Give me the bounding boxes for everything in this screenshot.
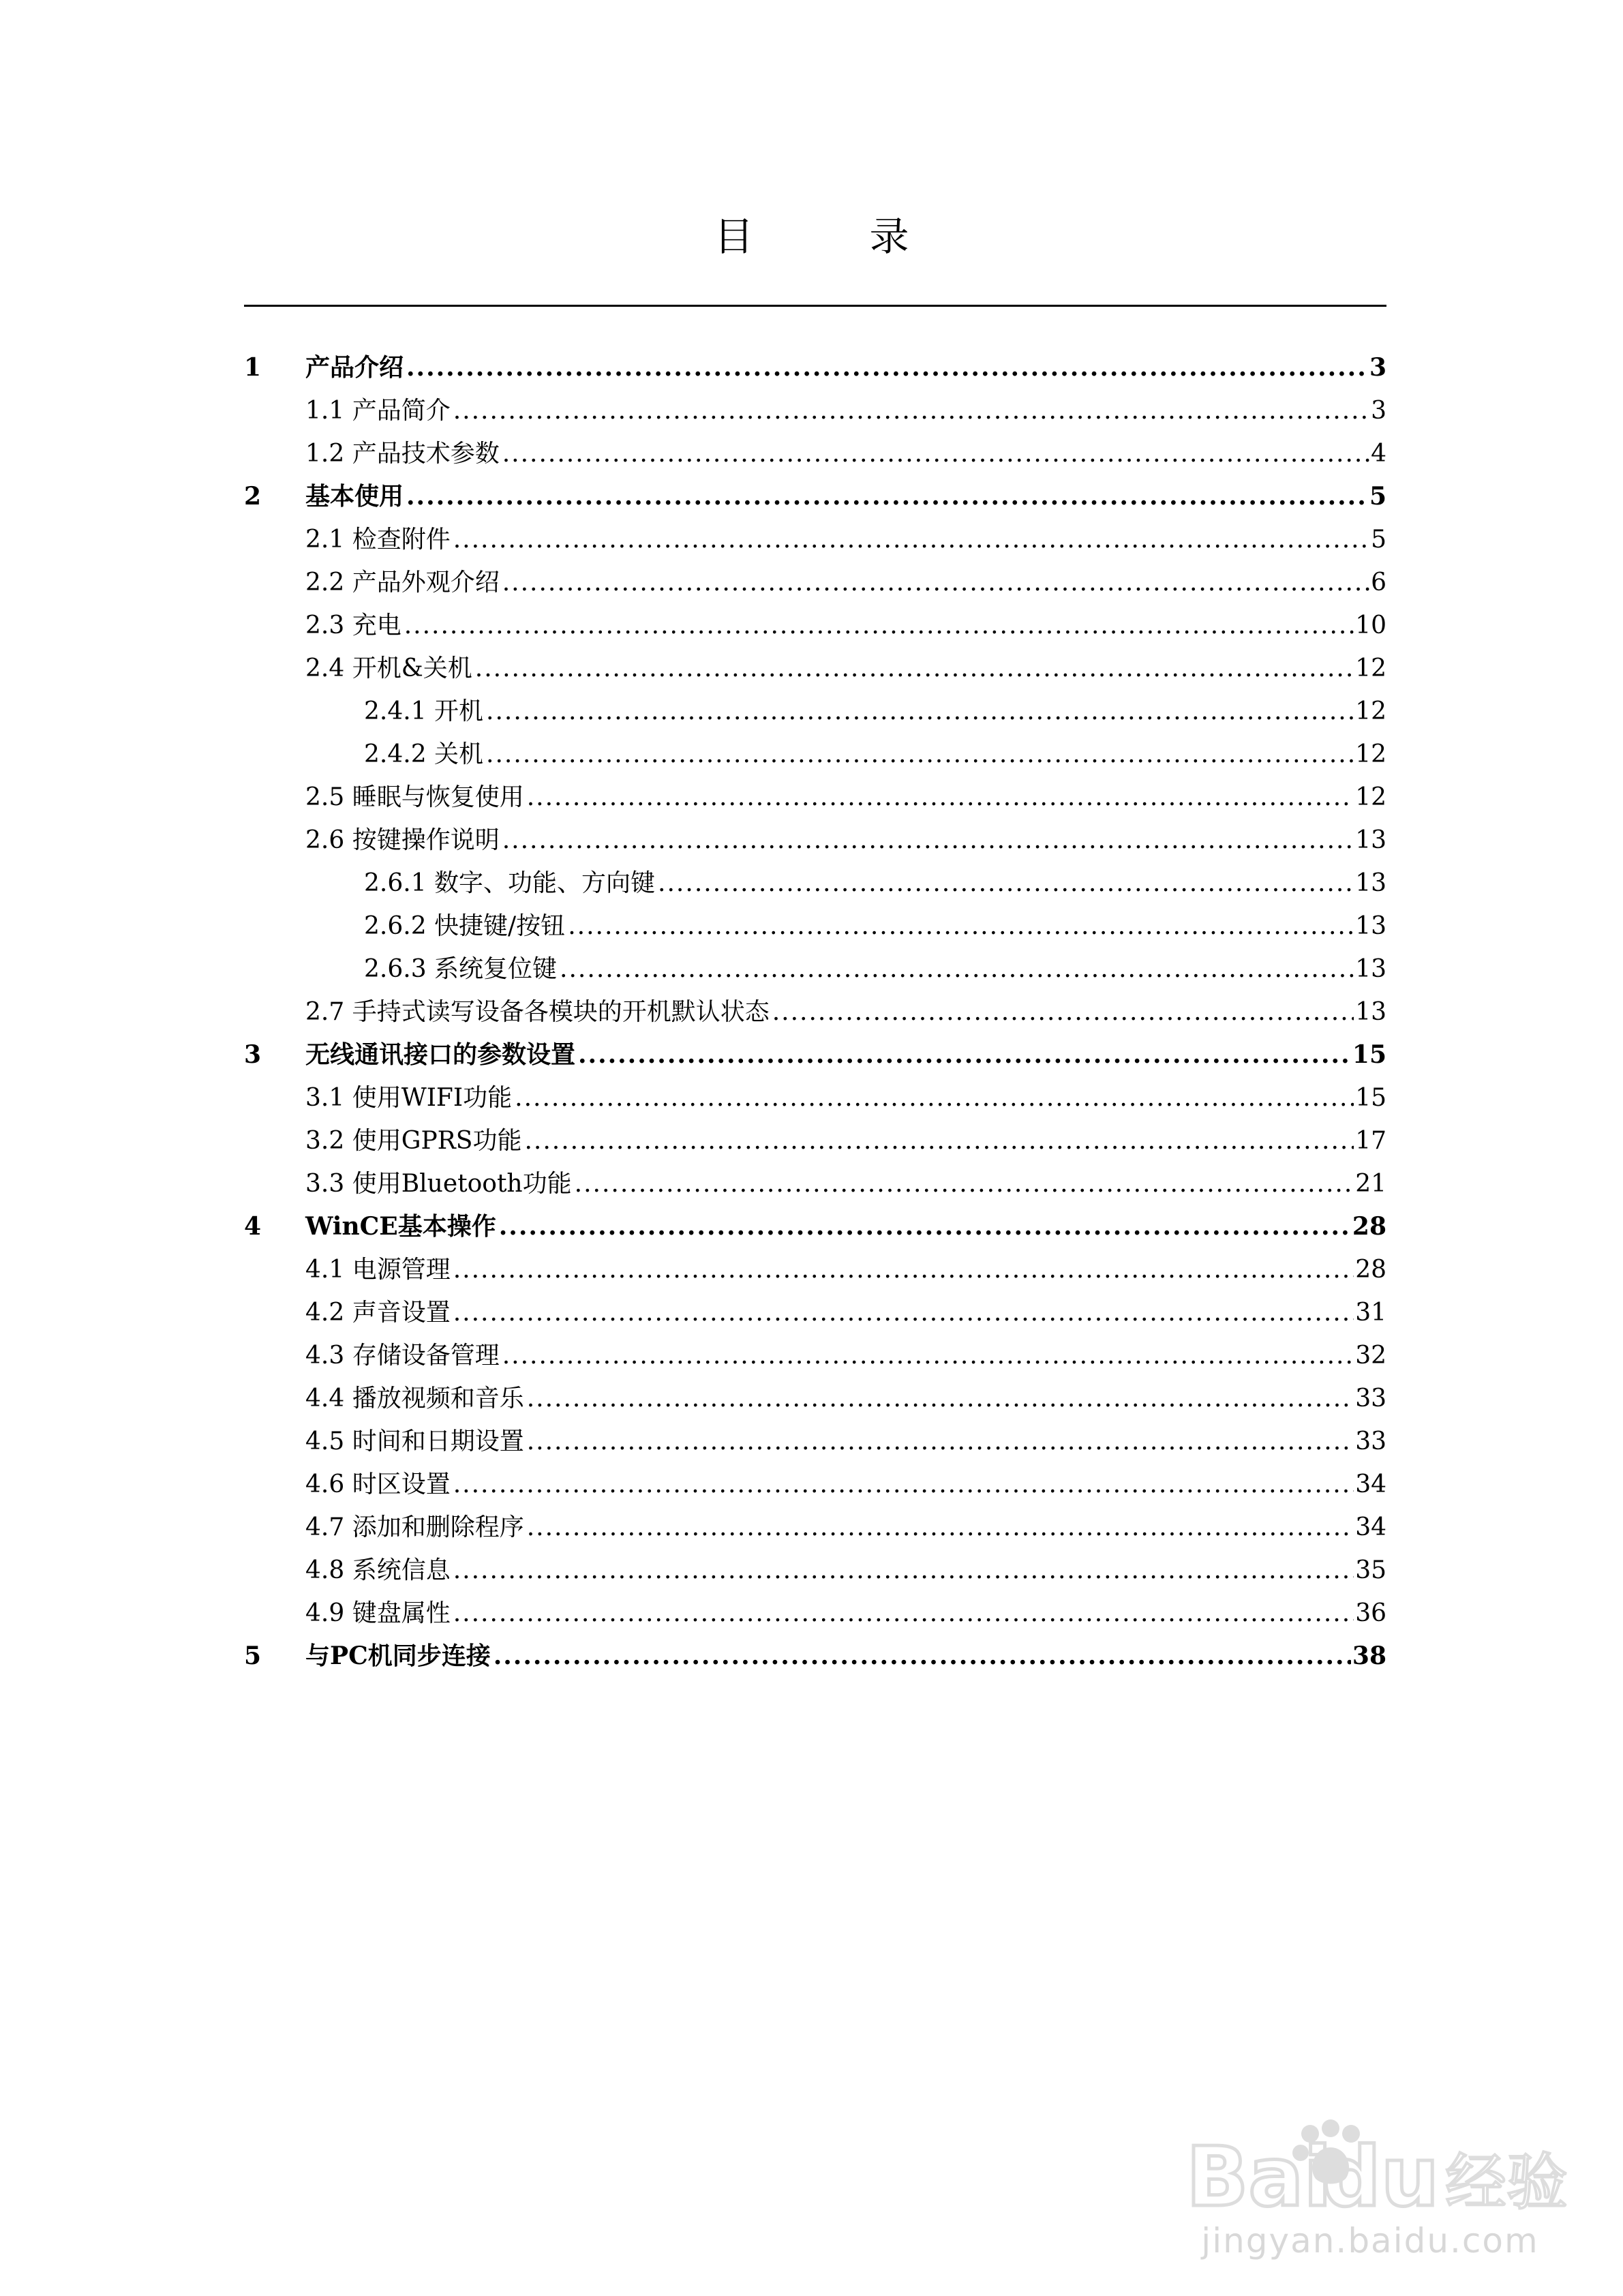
toc-chapter-number: 1 [244,353,262,382]
toc-entry[interactable] [244,1291,1386,1334]
toc-page-number: 28 [1355,1256,1386,1284]
toc-page-number: 36 [1355,1599,1386,1627]
dot-leader [453,518,1369,561]
toc-entry[interactable] [244,604,1386,647]
dot-leader [568,905,1354,948]
toc-entry[interactable] [244,518,1386,561]
dot-leader [475,647,1354,690]
dot-leader [406,475,1368,518]
toc-page-number: 5 [1371,526,1386,554]
toc-entry-title: WinCE基本操作 [305,1212,496,1241]
toc-page-number: 15 [1352,1040,1386,1069]
toc-page-number: 34 [1355,1513,1386,1541]
toc-page-number: 33 [1355,1385,1386,1413]
dot-leader [404,604,1354,647]
toc-entry[interactable] [244,948,1386,991]
dot-leader [486,733,1354,776]
toc-entry-title: 基本使用 [305,482,404,511]
toc-entry-title: 2.4.2 关机 [364,740,484,768]
toc-page-number: 33 [1355,1428,1386,1455]
toc-entry-title: 2.3 充电 [305,611,401,639]
toc-entry-title: 4.5 时间和日期设置 [305,1428,524,1455]
toc-chapter-number: 2 [244,482,262,511]
toc-entry[interactable] [244,1420,1386,1463]
toc-entry[interactable] [244,1377,1386,1420]
toc-entry-title: 2.1 检查附件 [305,526,451,554]
dot-leader [502,561,1369,604]
toc-page-number: 28 [1352,1212,1386,1241]
page-title: 目 录 [714,213,947,260]
toc-page-number: 5 [1369,482,1386,511]
dot-leader [453,1463,1354,1506]
toc-entry[interactable] [244,1549,1386,1592]
toc-page-number: 6 [1371,569,1386,596]
toc-page-number: 15 [1355,1084,1386,1112]
dot-leader [453,1549,1354,1592]
toc-entry-title: 4.9 键盘属性 [305,1599,451,1627]
dot-leader [502,819,1354,862]
toc-entry-title: 2.6 按键操作说明 [305,826,500,854]
toc-entry-title: 与PC机同步连接 [305,1642,491,1670]
svg-text:经验: 经验 [1445,2147,1568,2216]
toc-page-number: 13 [1355,869,1386,897]
toc-page-number: 13 [1355,998,1386,1026]
dot-leader [578,1033,1351,1076]
toc-entry-title: 2.6.1 数字、功能、方向键 [364,869,656,897]
toc-entry-title: 4.3 存储设备管理 [305,1342,500,1370]
toc-entry-title: 4.1 电源管理 [305,1256,451,1284]
toc-entry[interactable] [244,1162,1386,1205]
dot-leader [658,862,1354,905]
toc-entry-title: 2.5 睡眠与恢复使用 [305,783,524,811]
toc-page-number: 21 [1355,1170,1386,1198]
toc-page-number: 13 [1355,955,1386,983]
toc-page-number: 12 [1355,654,1386,682]
toc-page-number: 17 [1355,1127,1386,1155]
toc-entry-title: 2.6.3 系统复位键 [364,955,558,983]
dot-leader [453,1291,1354,1334]
dot-leader [524,1119,1354,1162]
toc-entry[interactable] [244,776,1386,819]
toc-entry-title: 4.8 系统信息 [305,1556,451,1584]
dot-leader [502,1334,1354,1377]
watermark-url: jingyan.baidu.com [1201,2221,1539,2261]
toc-entry-title: 3.1 使用WIFI功能 [305,1084,513,1112]
toc-entry-title: 3.2 使用GPRS功能 [305,1127,522,1155]
toc-entry[interactable] [244,1205,1386,1248]
toc-entry[interactable] [244,733,1386,776]
dot-leader [453,1592,1354,1635]
toc-chapter-number: 4 [244,1212,262,1241]
svg-text:Bai: Bai [1186,2130,1332,2216]
toc-page-number: 3 [1369,353,1386,382]
toc-entry[interactable] [244,346,1386,389]
toc-entry-title: 2.4.1 开机 [364,697,484,725]
svg-text:du: du [1322,2130,1440,2216]
dot-leader [575,1162,1354,1205]
toc-entry[interactable] [244,1248,1386,1291]
toc-page-number: 4 [1371,440,1386,468]
toc-entry-title: 1.1 产品简介 [305,397,451,425]
dot-leader [499,1205,1351,1248]
toc-page-number: 34 [1355,1470,1386,1498]
toc-page-number: 12 [1355,783,1386,811]
dot-leader [453,389,1369,432]
toc-entry[interactable] [244,1334,1386,1377]
toc-chapter-number: 5 [244,1642,262,1670]
dot-leader [515,1076,1354,1119]
toc-entry-title: 4.4 播放视频和音乐 [305,1385,524,1413]
toc-entry-title: 产品介绍 [305,353,404,382]
toc-entry[interactable] [244,432,1386,475]
toc-page-number: 13 [1355,826,1386,854]
toc-entry[interactable] [244,991,1386,1033]
toc-entry[interactable] [244,1506,1386,1549]
toc-entry[interactable] [244,1463,1386,1506]
baidu-logo [1159,2113,1581,2216]
toc-entry-title: 4.2 声音设置 [305,1299,451,1327]
dot-leader [527,1420,1354,1463]
toc-page-number: 10 [1355,611,1386,639]
dot-leader [486,690,1354,733]
dot-leader [406,346,1368,389]
toc-entry[interactable] [244,1033,1386,1076]
toc-entry[interactable] [244,905,1386,948]
dot-leader [772,991,1354,1033]
dot-leader [494,1635,1351,1678]
toc-page-number: 32 [1355,1342,1386,1370]
toc-page-number: 3 [1371,397,1386,425]
toc-page-number: 12 [1355,740,1386,768]
table-of-contents [244,346,1386,1678]
toc-entry-title: 无线通讯接口的参数设置 [305,1040,576,1069]
title-divider [244,305,1386,307]
toc-entry[interactable] [244,1076,1386,1119]
toc-entry-title: 2.7 手持式读写设备各模块的开机默认状态 [305,998,770,1026]
toc-entry[interactable] [244,389,1386,432]
toc-entry[interactable] [244,475,1386,518]
toc-entry[interactable] [244,1119,1386,1162]
toc-entry[interactable] [244,561,1386,604]
toc-entry[interactable] [244,1635,1386,1678]
toc-entry-title: 2.6.2 快捷键/按钮 [364,912,566,940]
toc-entry[interactable] [244,1592,1386,1635]
toc-entry-title: 2.2 产品外观介绍 [305,569,500,596]
dot-leader [560,948,1354,991]
dot-leader [527,1377,1354,1420]
dot-leader [502,432,1369,475]
toc-entry-title: 1.2 产品技术参数 [305,440,500,468]
dot-leader [527,776,1354,819]
toc-chapter-number: 3 [244,1040,262,1069]
toc-entry[interactable] [244,862,1386,905]
toc-page-number: 12 [1355,697,1386,725]
toc-page-number: 38 [1352,1642,1386,1670]
dot-leader [527,1506,1354,1549]
toc-entry-title: 2.4 开机&关机 [305,654,472,682]
toc-entry[interactable] [244,819,1386,862]
toc-entry-title: 4.7 添加和删除程序 [305,1513,524,1541]
toc-page-number: 13 [1355,912,1386,940]
baidu-jingyan-watermark [1159,2113,1581,2277]
toc-page-number: 35 [1355,1556,1386,1584]
toc-entry-title: 3.3 使用Bluetooth功能 [305,1170,572,1198]
toc-page-number: 31 [1355,1299,1386,1327]
dot-leader [453,1248,1354,1291]
toc-entry[interactable] [244,647,1386,690]
toc-entry-title: 4.6 时区设置 [305,1470,451,1498]
toc-entry[interactable] [244,690,1386,733]
